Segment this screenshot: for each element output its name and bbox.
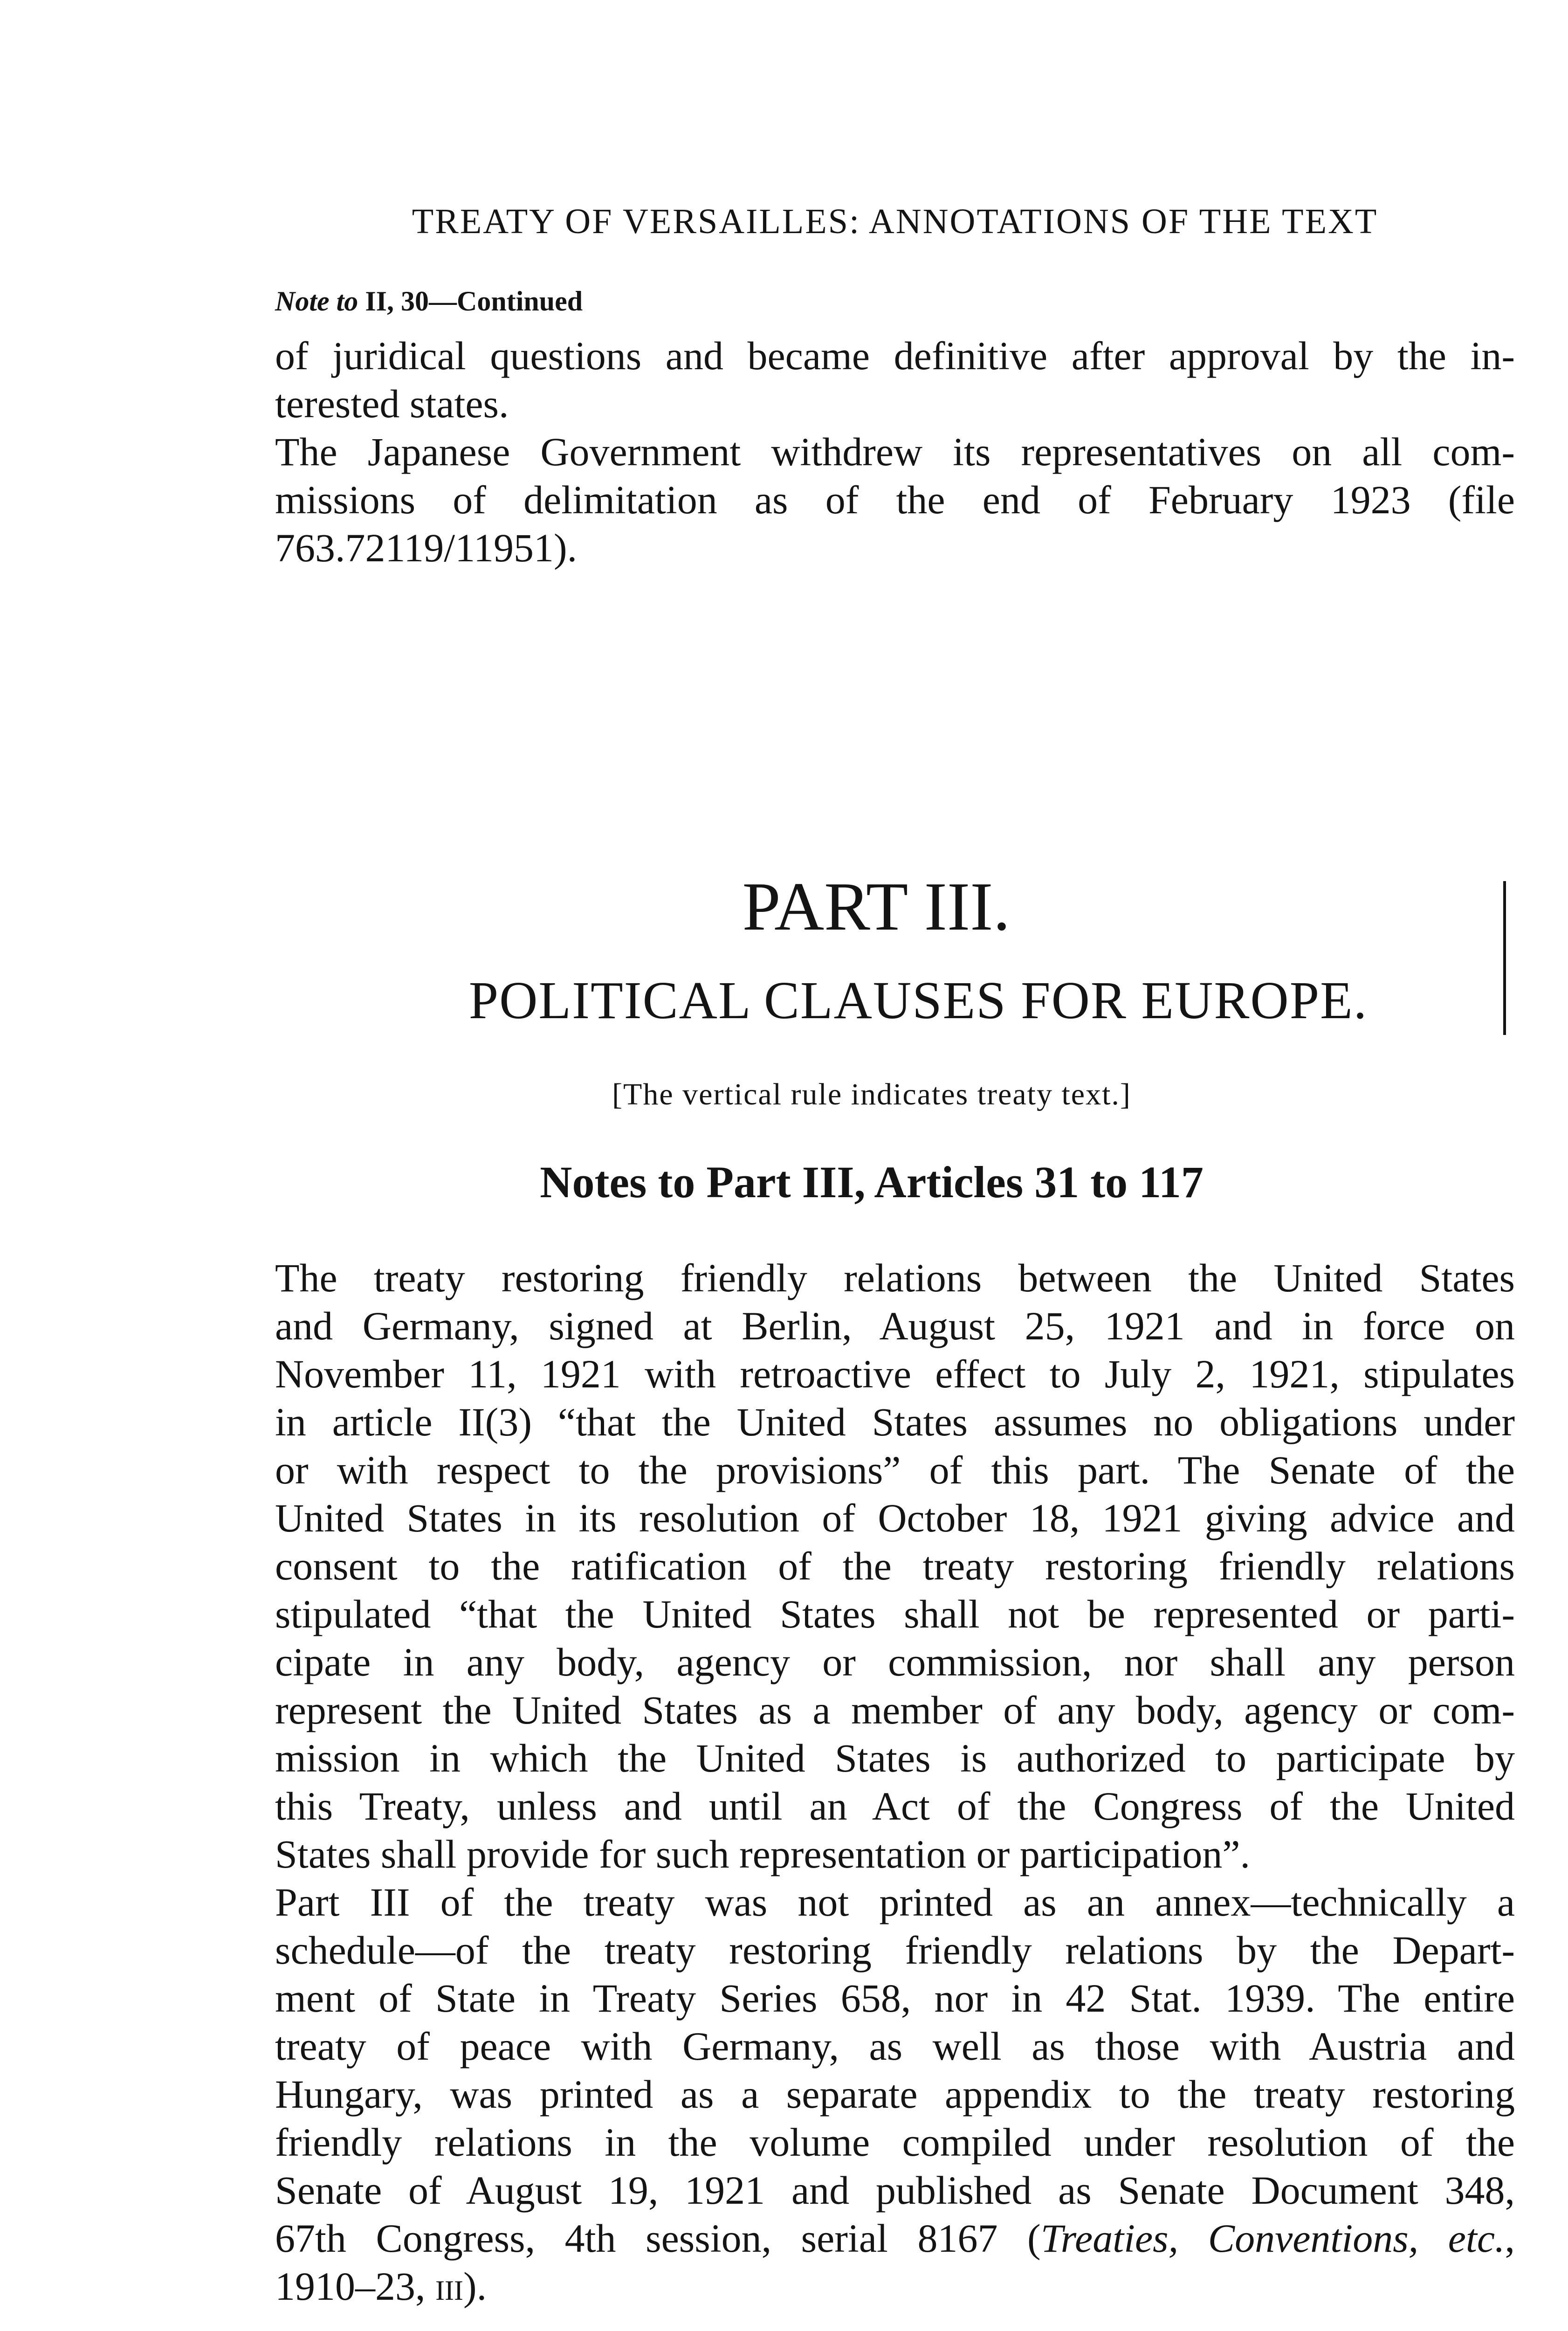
text-line: this Treaty, unless and until an Act of the Congress of the United (275, 1784, 1515, 1828)
section-heading: Notes to Part III, Articles 31 to 117 (540, 1157, 1204, 1207)
text-line: missions of delimitation as of the end of February 1923 (file (275, 477, 1515, 522)
text-line: in article II(3) “that the United States assumes no obligations under (275, 1400, 1515, 1444)
part-subtitle: POLITICAL CLAUSES FOR EUROPE. (468, 971, 1368, 1030)
text-line: November 11, 1921 with retroactive effect to July 2, 1921, stipulates (275, 1352, 1515, 1396)
small-caps-volume: iii (435, 2264, 463, 2309)
text-line (275, 2262, 1515, 2310)
text-line: 763.72119/11951). (275, 525, 578, 570)
running-head: TREATY OF VERSAILLES: ANNOTATIONS OF THE TEXT (412, 202, 1378, 241)
body-text (275, 1254, 1515, 2310)
bracket-note: [The vertical rule indicates treaty text.] (612, 1077, 1131, 1111)
treaty-text-vertical-rule (1503, 881, 1506, 1035)
text-run: , (1505, 2216, 1515, 2261)
text-line: friendly relations in the volume compiled under resolution of the (275, 2120, 1515, 2165)
text-line: The treaty restoring friendly relations between the United States (275, 1255, 1515, 1300)
text-run: ). (463, 2264, 487, 2309)
text-line: Senate of August 19, 1921 and published as Senate Document 348, (275, 2168, 1515, 2213)
text-line: treaty of peace with Germany, as well as those with Austria and (275, 2024, 1515, 2069)
text-run: 67th Congress, 4th session, serial 8167 ( (275, 2216, 1041, 2261)
text-line: cipate in any body, agency or commission, nor shall any person (275, 1640, 1515, 1684)
text-line: ment of State in Treaty Series 658, nor in 42 Stat. 1939. The entire (275, 1976, 1515, 2021)
continued-text (275, 332, 1515, 572)
note-label (275, 285, 583, 317)
note-label-prefix: Note to (275, 286, 358, 317)
text-line: schedule—of the treaty restoring friendly relations by the Depart- (275, 1928, 1515, 1972)
text-line (275, 2214, 1515, 2262)
text-line: mission in which the United States is authorized to participate by (275, 1736, 1515, 1780)
text-line: terested states. (275, 381, 509, 426)
text-line: The Japanese Government withdrew its representatives on all com- (275, 429, 1515, 474)
text-line: and Germany, signed at Berlin, August 25, 1921 and in force on (275, 1303, 1515, 1348)
part-title: PART III. (742, 869, 1011, 945)
text-line: stipulated “that the United States shall not be represented or parti- (275, 1592, 1515, 1636)
text-line: United States in its resolution of October 18, 1921 giving advice and (275, 1496, 1515, 1540)
text-line: Hungary, was printed as a separate appendix to the treaty restoring (275, 2072, 1515, 2117)
text-line: of juridical questions and became definitive after approval by the in- (275, 333, 1515, 378)
note-label-ref: II, 30—Continued (365, 286, 583, 317)
italic-citation: Treaties, Conventions, etc. (1040, 2216, 1505, 2261)
text-line: or with respect to the provisions” of this part. The Senate of the (275, 1448, 1515, 1492)
text-line: represent the United States as a member of any body, agency or com- (275, 1688, 1515, 1732)
text-run: 1910–23, (275, 2264, 435, 2309)
text-line: States shall provide for such representation or participation”. (275, 1832, 1251, 1876)
text-line: Part III of the treaty was not printed as an annex—technically a (275, 1880, 1515, 1924)
text-line: consent to the ratification of the treaty restoring friendly relations (275, 1544, 1515, 1588)
